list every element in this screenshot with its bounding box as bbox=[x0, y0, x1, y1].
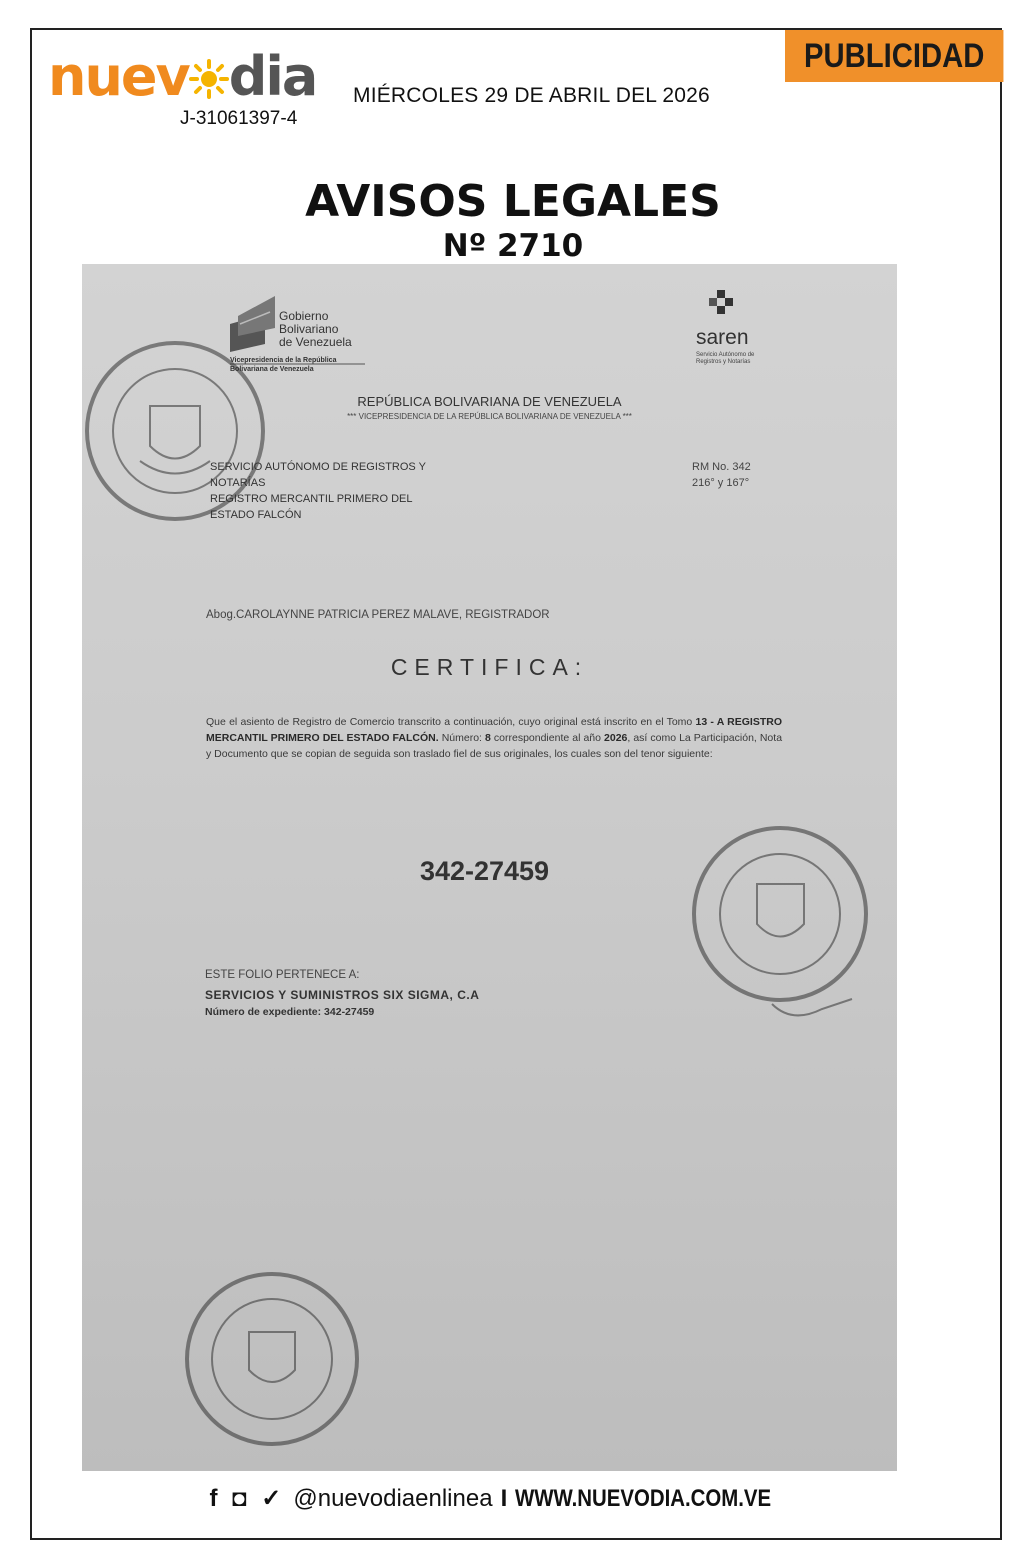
publicidad-tag: PUBLICIDAD bbox=[785, 30, 1003, 82]
page-footer bbox=[0, 1484, 1026, 1513]
body-mid: correspondiente al año bbox=[493, 732, 601, 744]
folio-label: ESTE FOLIO PERTENECE A: bbox=[205, 969, 360, 981]
logo-text-part2: dia bbox=[228, 45, 317, 108]
saren-sub-line-1: Servicio Autónomo de bbox=[696, 352, 755, 358]
expediente-number: 342-27459 bbox=[324, 1006, 375, 1018]
scanned-document bbox=[82, 264, 897, 1471]
saren-logo-text: saren bbox=[696, 326, 749, 349]
gov-line-3: de Venezuela bbox=[279, 335, 352, 349]
page-title: AVISOS LEGALES bbox=[305, 176, 721, 227]
registrar-name: Abog.CAROLAYNNE PATRICIA PEREZ MALAVE, REGISTRADOR bbox=[206, 609, 550, 621]
registry-code: 342-27459 bbox=[419, 856, 550, 886]
rm-line-2: 216° y 167° bbox=[692, 477, 750, 489]
government-logo-text bbox=[279, 310, 352, 349]
office-line-1: SERVICIO AUTÓNOMO DE REGISTROS Y bbox=[210, 461, 426, 473]
publication-date: MIÉRCOLES 29 DE ABRIL DEL 2026 bbox=[353, 84, 710, 107]
office-line-2: NOTARÍAS bbox=[210, 477, 266, 489]
company-name: SERVICIOS Y SUMINISTROS SIX SIGMA, C.A bbox=[205, 988, 480, 1002]
body-end: , así como La Participación, Nota y Documento que se copian de seguida son traslado fiel de sus originales, los cuales son del tenor siguiente: bbox=[206, 732, 783, 760]
official-seal-bottom-left bbox=[177, 1264, 367, 1454]
saren-logo-subtitle bbox=[696, 352, 754, 366]
nuevodia-logo bbox=[48, 45, 328, 108]
expediente-label: Número de expediente: bbox=[205, 1006, 322, 1018]
certifica-heading: CERTIFICA: bbox=[390, 654, 589, 680]
rm-line-1: RM No. 342 bbox=[692, 461, 751, 473]
sun-icon bbox=[189, 56, 229, 96]
official-seal-top-left bbox=[82, 336, 270, 526]
social-icons: f ◘ ✓ bbox=[209, 1485, 286, 1512]
certificate-body bbox=[206, 714, 782, 762]
document-country: REPÚBLICA BOLIVARIANA DE VENEZUELA bbox=[357, 394, 622, 409]
document-vicepresidency: *** VICEPRESIDENCIA DE LA REPÚBLICA BOLIVARIANA DE VENEZUELA *** bbox=[347, 412, 632, 421]
logo-text-part1: nuev bbox=[48, 45, 189, 108]
gov-sub-line-2: Bolivariana de Venezuela bbox=[230, 366, 314, 373]
website-link[interactable]: WWW.NUEVODIA.COM.VE bbox=[515, 1485, 772, 1512]
body-tomo: 13 - A REGISTRO MERCANTIL PRIMERO DEL ESTADO FALCÓN. bbox=[206, 716, 782, 744]
notice-number: Nº 2710 bbox=[442, 228, 584, 264]
body-numero-label: Número: bbox=[441, 732, 482, 744]
body-intro: Que el asiento de Registro de Comercio transcrito a continuación, cuyo original está inscrito en el Tomo bbox=[206, 716, 693, 728]
office-line-4: ESTADO FALCÓN bbox=[210, 509, 302, 521]
gov-line-1: Gobierno bbox=[279, 309, 329, 323]
body-year: 2026 bbox=[604, 732, 628, 744]
logo-rif: J-31061397-4 bbox=[180, 108, 298, 129]
registry-number bbox=[692, 459, 751, 491]
gov-sub-line-1: Vicepresidencia de la República bbox=[230, 357, 337, 364]
expediente-line bbox=[205, 1006, 374, 1018]
official-seal-middle-right bbox=[682, 824, 882, 1034]
office-line-3: REGISTRO MERCANTIL PRIMERO DEL bbox=[210, 493, 413, 505]
saren-sub-line-2: Registros y Notarías bbox=[696, 359, 751, 365]
social-handle: @nuevodiaenlinea bbox=[293, 1485, 493, 1512]
body-numero: 8 bbox=[485, 732, 491, 744]
gov-line-2: Bolivariano bbox=[279, 322, 339, 336]
footer-separator: I bbox=[500, 1485, 508, 1512]
saren-cross-icon bbox=[702, 286, 762, 326]
